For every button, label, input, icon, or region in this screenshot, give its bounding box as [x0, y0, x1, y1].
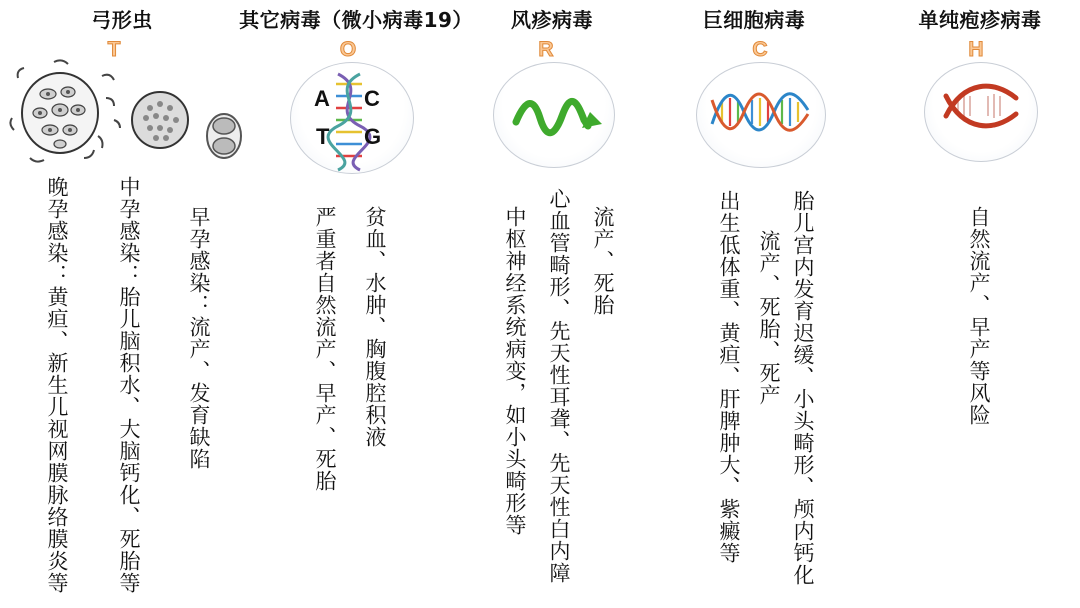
dna-letter-c: C — [364, 86, 380, 111]
toxoplasma-bradyzoite-cyst — [132, 92, 188, 148]
dna-letter-t: T — [316, 124, 330, 149]
other-severe-outcomes-text: 严重者自然流产、早产、死胎 — [313, 206, 337, 492]
letter-t: T — [107, 38, 121, 61]
title-cytomegalovirus: 巨细胞病毒 — [702, 8, 806, 32]
toxoplasma-mid-pregnancy-text: 中孕感染：胎儿脑积水、大脑钙化、死胎等 — [117, 176, 141, 594]
cmv-growth-restriction-text: 胎儿宫内发育迟缓、小头畸形、颅内钙化 — [791, 190, 815, 586]
toxoplasma-early-pregnancy-text: 早孕感染：流产、发育缺陷 — [187, 206, 211, 470]
rubella-miscarriage-text: 流产、死胎 — [591, 206, 615, 316]
toxoplasma-large-cyst — [10, 60, 120, 161]
letter-r: R — [538, 38, 554, 61]
dna-letter-a: A — [314, 86, 330, 111]
toxoplasma-cyst-icon — [10, 58, 250, 168]
cmv-miscarriage-text: 流产、死胎、死产 — [757, 230, 781, 406]
dna-double-helix-icon — [710, 90, 810, 134]
rubella-cns-text: 中枢神经系统病变，如小头畸形等 — [503, 206, 527, 536]
toxoplasma-oocyst — [207, 114, 241, 158]
dna-helix-icon — [330, 70, 370, 170]
letter-h: H — [968, 38, 984, 61]
title-herpes-simplex: 单纯疱疹病毒 — [918, 8, 1042, 32]
letter-o: O — [339, 38, 357, 61]
rubella-cardiovascular-text: 心血管畸形、先天性耳聋、先天性白内障 — [547, 188, 571, 584]
title-rubella: 风疹病毒 — [511, 8, 593, 32]
title-toxoplasma: 弓形虫 — [91, 8, 153, 32]
red-helix-icon — [944, 86, 1018, 126]
letter-c: C — [752, 38, 768, 61]
cmv-low-birth-weight-text: 出生低体重、黄疸、肝脾肿大、紫癜等 — [717, 190, 741, 564]
hsv-risk-text: 自然流产、早产等风险 — [967, 206, 991, 426]
wave-icon — [512, 98, 604, 138]
other-anemia-text: 贫血、水肿、胸腹腔积液 — [363, 206, 387, 448]
toxoplasma-late-pregnancy-text: 晚孕感染：黄疸、新生儿视网膜脉络膜炎等 — [45, 176, 69, 594]
title-other-viruses: 其它病毒（微小病毒19） — [239, 8, 473, 32]
dna-letter-g: G — [364, 124, 382, 149]
